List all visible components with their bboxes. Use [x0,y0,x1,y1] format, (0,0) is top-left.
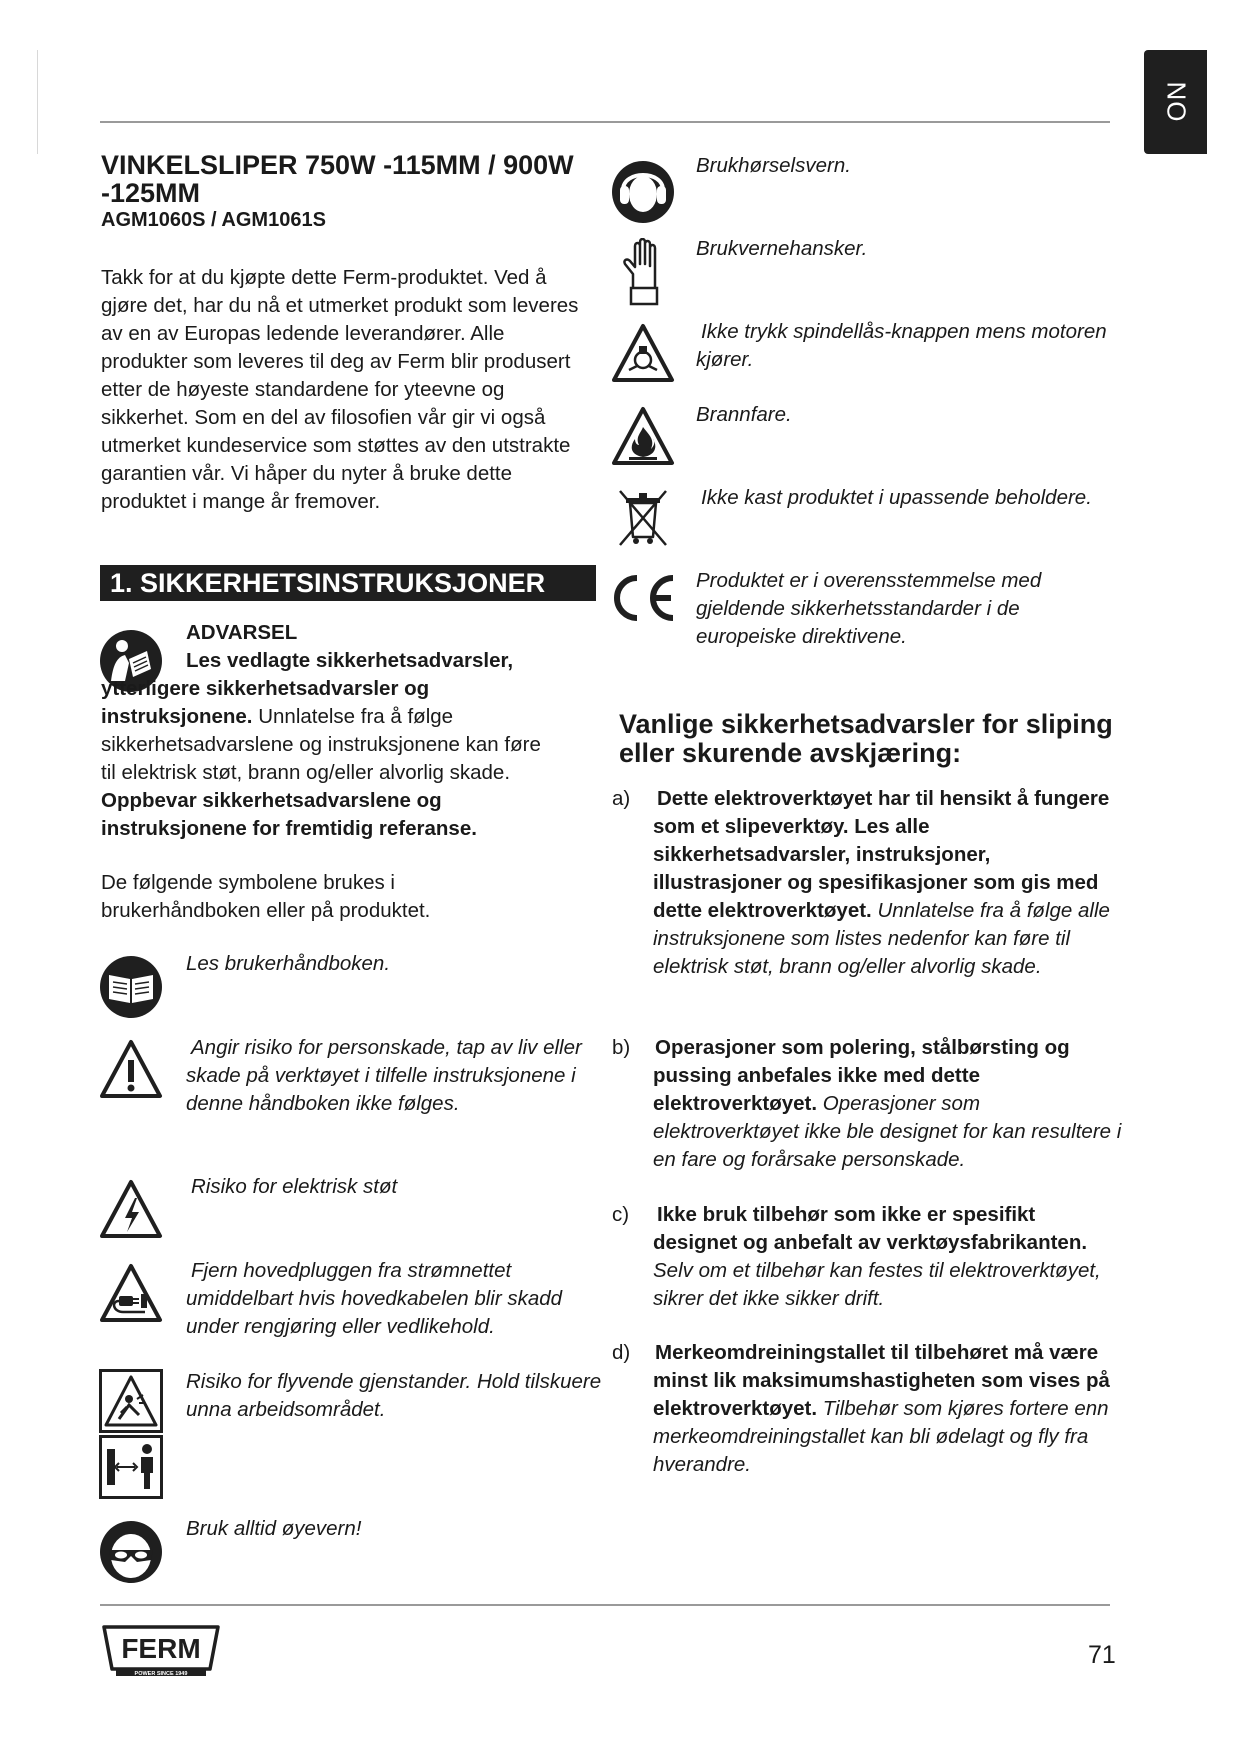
warning-normal: Unnlatelse fra å følge sikkerhetsadvarslene og instruksjonene kan føre til elektrisk støt, brann og/eller alvorlig skade. [101,705,541,784]
section-heading-safety: 1. SIKKERHETSINSTRUKSJONER [100,565,596,601]
warning-bold-1: Les vedlagte sikkerhetsadvarsler, ytterligere sikkerhetsadvarsler og instruksjonene. [101,649,514,728]
item-b-bold: Operasjoner som polering, stålbørsting og pussing anbefales ikke med dette elektroverktøyet. [653,1036,1070,1115]
top-rule [100,121,1110,123]
page-number: 71 [1088,1641,1116,1669]
warning-triangle-icon [99,1038,163,1102]
item-b-italic: Operasjoner som elektroverktøyet ikke ble designet for kan resultere i en fare og forårsake personskade. [653,1092,1122,1171]
spindle-lock-icon [611,322,675,386]
language-tab-label: NO [1161,81,1191,123]
flying-objects-icon [99,1369,163,1501]
item-label-b: b) [612,1036,631,1059]
item-a-italic: Unnlatelse fra å følge alle instruksjonene som listes nedenfor kan føre til elektrisk støt, brann og/eller alvorlig skade. [653,899,1110,978]
warning-text [101,647,541,843]
list-item [653,785,1123,981]
item-label-a: a) [612,787,631,810]
list-item [653,1034,1123,1174]
intro-paragraph: Takk for at du kjøpte dette Ferm-produktet. Ved å gjøre det, har du nå et utmerket produkt som leveres av en av Europas ledende leverandører. Alle produkter som leveres til deg av Ferm blir produsert etter de høyeste standardene for yteevne og sikkerhet. Som en del av filosofien vår gir vi også utmerket kundeservice som støttes av den utstrakte garantien vår. Vi håper du nyter å bruke dette produktet i mange år fremover. [101,266,579,513]
item-label-c: c) [612,1203,630,1226]
ferm-logo [100,1625,222,1677]
item-c-bold: Ikke bruk tilbehør som ikke er spesifikt designet og anbefalt av verktøysfabrikanten. [653,1203,1088,1254]
list-item [653,1201,1123,1313]
symbol-text-ce: Produktet er i overensstemmelse med gjeldende sikkerhetsstandarder i de europeiske direktivene. [696,569,1042,648]
item-label-d: d) [612,1341,631,1364]
item-d-italic: Tilbehør som kjøres fortere enn merkeomdreiningstallet kan bli ødelagt og fly fra hverandre. [653,1397,1109,1476]
electric-shock-icon [99,1178,163,1242]
symbol-text-gloves: Brukvernehansker. [696,237,868,260]
symbol-text-weee: Ikke kast produktet i upassende beholdere. [701,486,1092,509]
item-a-bold: Dette elektroverktøyet har til hensikt å fungere som et slipeverktøy. Les alle sikkerhetsadvarsler, instruksjoner, illustrasjoner og spesifikasjoner som gis med dette elektroverktøyet. [653,787,1110,922]
symbol-text-unplug: Fjern hovedpluggen fra strømnettet umiddelbart hvis hovedkabelen blir skadd under rengjøring eller vedlikehold. [186,1259,563,1338]
symbol-text-electric: Risiko for elektrisk støt [191,1175,398,1198]
language-tab [1144,50,1207,154]
gloves-icon [617,238,669,306]
bottom-rule [100,1604,1110,1606]
symbols-intro: De følgende symbolene brukes i brukerhåndboken eller på produktet. [101,871,431,922]
item-c-italic: Selv om et tilbehør kan festes til elektroverktøyet, sikrer det ikke sikker drift. [653,1259,1101,1310]
read-manual-icon [99,955,163,1019]
symbol-text-warning: Angir risiko for personskade, tap av liv eller skade på verktøyet i tilfelle instruksjonene i denne håndboken ikke følges. [186,1036,582,1115]
document-title: VINKELSLIPER 750W -115MM / 900W -125MM [101,150,574,208]
symbol-text-read-manual: Les brukerhåndboken. [186,952,391,975]
symbol-text-spindle-lock: Ikke trykk spindellås-knappen mens motoren kjører. [696,320,1107,371]
margin-line [37,50,38,154]
symbol-text-eye-protection: Bruk alltid øyevern! [186,1517,362,1540]
section-heading-grinding: Vanlige sikkerhetsadvarsler for sliping eller skurende avskjæring: [619,709,1113,768]
symbol-text-fire: Brannfare. [696,403,792,426]
symbol-text-hearing: Brukhørselsvern. [696,154,851,177]
hearing-protection-icon [611,160,675,224]
eye-protection-icon [99,1520,163,1584]
warning-label: ADVARSEL [186,621,298,644]
symbol-text-flying-objects: Risiko for flyvende gjenstander. Hold tilskuere unna arbeidsområdet. [186,1370,602,1421]
warning-bold-2: Oppbevar sikkerhetsadvarslene og instruksjonene for fremtidig referanse. [101,789,477,840]
logo-text: FERM [121,1633,201,1664]
unplug-icon [99,1262,163,1326]
logo-tagline: POWER SINCE 1949 [134,1671,188,1677]
list-item [653,1339,1123,1479]
item-d-bold: Merkeomdreiningstallet til tilbehøret må være minst lik maksimumshastigheten som vises på elektroverktøyet. [653,1341,1110,1420]
ce-mark-icon [611,574,675,622]
model-numbers: AGM1060S / AGM1061S [101,209,326,231]
weee-bin-icon [614,487,672,549]
fire-hazard-icon [611,405,675,469]
